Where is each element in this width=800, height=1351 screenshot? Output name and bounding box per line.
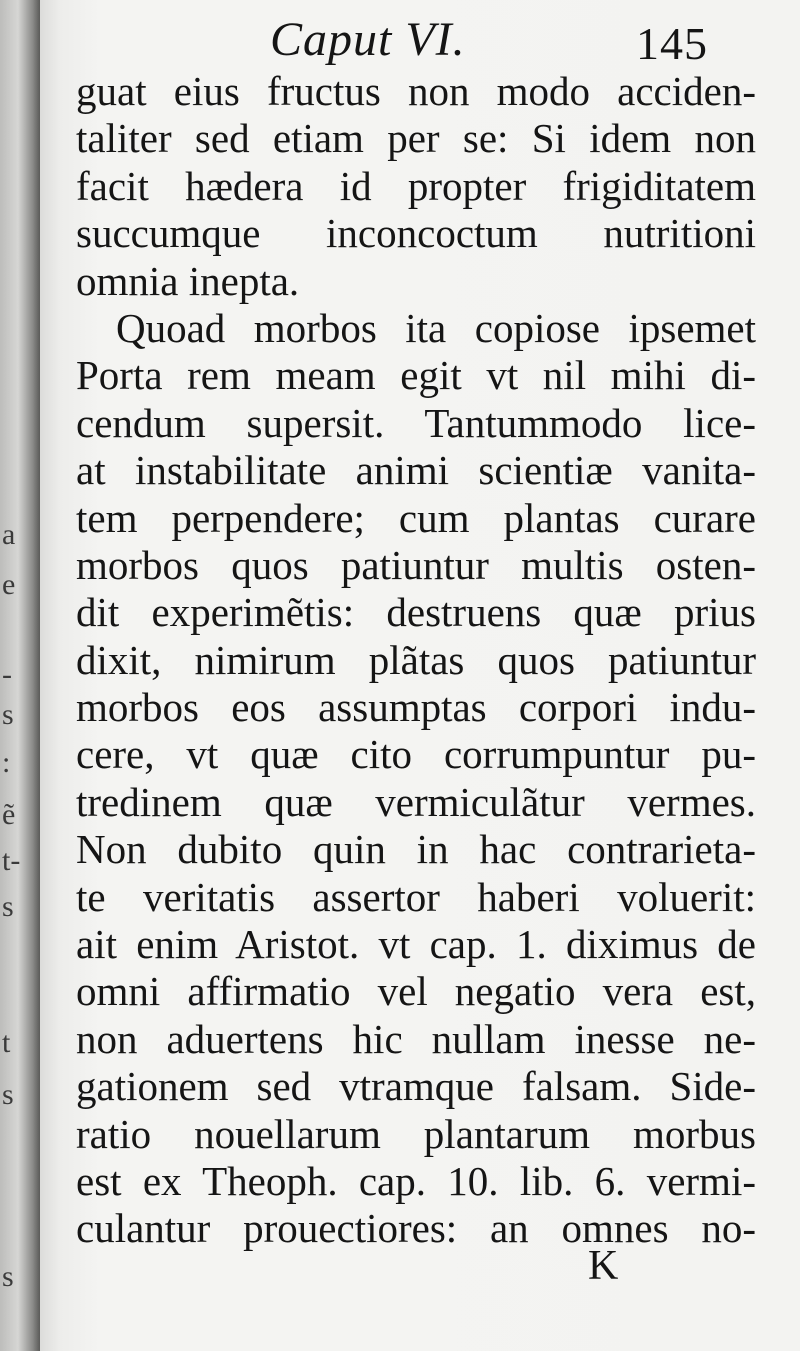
text-line: gationem sed vtramque falsam. Side- — [76, 1063, 756, 1110]
text-line: cendum supersit. Tantummodo lice- — [76, 399, 756, 446]
margin-fragment: - — [2, 658, 12, 691]
page-number: 145 — [636, 18, 708, 69]
text-line: succumque inconcoctum nutritioni — [76, 210, 756, 257]
text-line: Quoad morbos ita copiose ipsemet — [116, 304, 756, 351]
text-line: ratio nouellarum plantarum morbus — [76, 1110, 756, 1157]
text-line: est ex Theoph. cap. 10. lib. 6. vermi- — [76, 1157, 756, 1204]
text-line: guat eius fructus non modo acciden- — [76, 68, 756, 114]
facing-page-edge — [0, 0, 40, 1351]
text-line: Non dubito quin in hac contrarieta- — [76, 826, 756, 873]
margin-fragment: s — [2, 890, 14, 923]
text-line: cere, vt quæ cito corrumpuntur pu- — [76, 731, 756, 778]
text-line: taliter sed etiam per se: Si idem non — [76, 115, 756, 162]
text-line: morbos quos patiuntur multis osten- — [76, 541, 756, 588]
text-line: facit hædera id propter frigiditatem — [76, 162, 756, 209]
text-line: dit experimẽtis: destruens quæ prius — [76, 589, 756, 636]
text-line: tredinem quæ vermiculãtur vermes. — [76, 778, 756, 825]
margin-fragment: t- — [2, 844, 21, 877]
signature-mark: K — [588, 1243, 619, 1289]
text-line: Porta rem meam egit vt nil mihi di- — [76, 352, 756, 399]
text-line: morbos eos assumptas corpori indu- — [76, 684, 756, 731]
book-page — [40, 0, 800, 1351]
text-line: omni affirmatio vel negatio vera est, — [76, 968, 756, 1015]
margin-fragment: s — [2, 1260, 14, 1293]
margin-fragment: s — [2, 698, 14, 731]
text-line: dixit, nimirum plãtas quos patiuntur — [76, 636, 756, 683]
body-text — [76, 68, 756, 1253]
margin-fragment: e — [2, 568, 16, 601]
running-head: Caput VI. — [270, 13, 466, 66]
margin-fragment: ẽ — [2, 798, 16, 831]
margin-fragment: a — [2, 518, 16, 551]
margin-fragment: : — [2, 746, 11, 779]
text-line: omnia inepta. — [76, 257, 300, 304]
text-line: culantur prouectiores: an omnes no- — [76, 1205, 756, 1252]
page-header — [40, 12, 800, 72]
text-line: at instabilitate animi scientiæ vanita- — [76, 447, 756, 494]
margin-fragment: s — [2, 1078, 14, 1111]
facing-page-text-fragments — [2, 0, 32, 1351]
text-line: te veritatis assertor haberi voluerit: — [76, 873, 756, 920]
text-line: ait enim Aristot. vt cap. 1. diximus de — [76, 921, 756, 968]
text-line: tem perpendere; cum plantas curare — [76, 494, 756, 541]
text-line: non aduertens hic nullam inesse ne- — [76, 1015, 756, 1062]
margin-fragment: t — [2, 1026, 11, 1059]
